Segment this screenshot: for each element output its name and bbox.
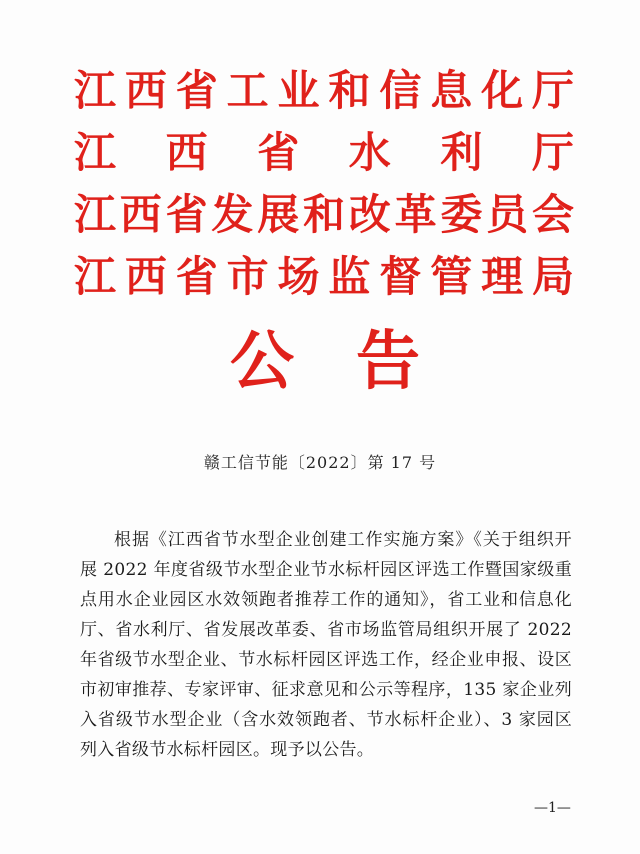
document-title: 公告: [230, 324, 420, 399]
department-name: 江西省市场监督管理局: [74, 252, 574, 301]
document-number: 赣工信节能〔2022〕第 17 号: [203, 453, 437, 472]
department-name: 江西省水利厅: [74, 128, 574, 177]
department-name: 江西省发展和改革委员会: [74, 190, 574, 239]
issuing-departments: [74, 60, 574, 308]
department-name: 江西省工业和信息化厅: [74, 66, 574, 115]
body-paragraph: 根据《江西省节水型企业创建工作实施方案》《关于组织开展 2022 年度省级节水型企业节水标杆园区评选工作暨国家级重点用水企业园区水效领跑者推荐工作的通知》，省工业和信息化厅、省水利厅、省发展改革委、省市场监管局组织开展了 2022 年省级节水型企业、节水标杆园区评选工作，经企业申报、设区市初审推荐、专家评审、征求意见和公示等程序，135 家企业列入省级节水型企业（含水效领跑者、节水标杆企业）、3 家园区列入省级节水标杆园区。现予以公告。: [80, 530, 572, 760]
page-number: —1—: [534, 800, 571, 816]
